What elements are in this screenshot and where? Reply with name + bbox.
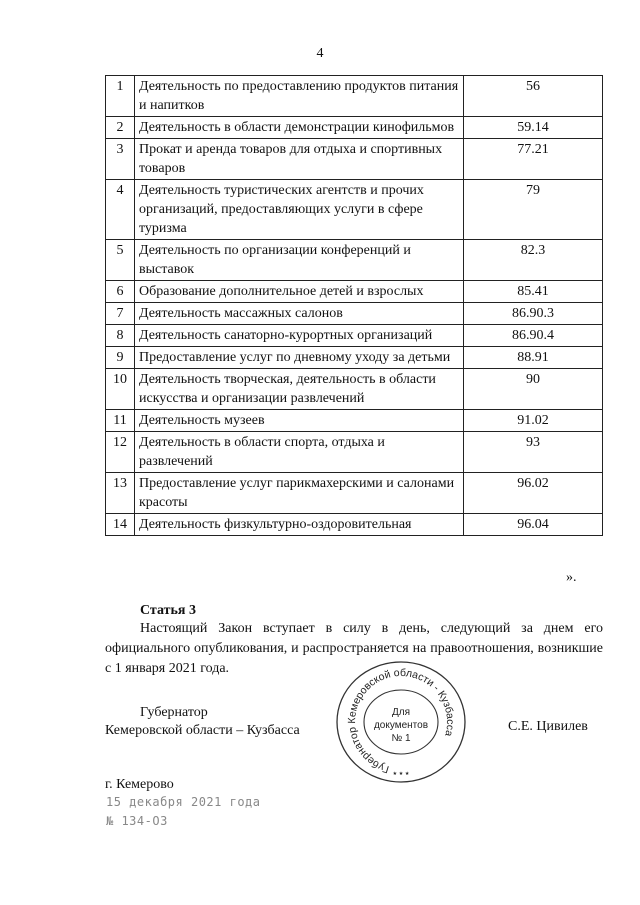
okved-code: 88.91 — [464, 347, 603, 369]
activities-table-body — [106, 76, 603, 536]
okved-code: 93 — [464, 432, 603, 473]
article-text: Настоящий Закон вступает в силу в день, следующий за днем его официального опубликования, и распространяется на правоотношения, возникшие с 1 января 2021 года. — [105, 621, 603, 676]
table-row — [106, 325, 603, 347]
okved-code: 86.90.4 — [464, 325, 603, 347]
activity-name: Деятельность по организации конференций и выставок — [135, 240, 464, 281]
row-number: 13 — [106, 473, 135, 514]
governor-title: Губернатор — [140, 705, 208, 720]
okved-code: 85.41 — [464, 281, 603, 303]
seal-center-line-2: документов — [373, 720, 429, 731]
okved-code: 90 — [464, 369, 603, 410]
activity-name: Деятельность массажных салонов — [135, 303, 464, 325]
row-number: 11 — [106, 410, 135, 432]
signer-name: С.Е. Цивилев — [508, 719, 588, 734]
table-row — [106, 514, 603, 536]
table-row — [106, 473, 603, 514]
signing-date: 15 декабря 2021 года — [106, 795, 261, 809]
activity-name: Образование дополнительное детей и взрослых — [135, 281, 464, 303]
table-row — [106, 281, 603, 303]
table-row — [106, 117, 603, 139]
row-number: 2 — [106, 117, 135, 139]
activity-name: Предоставление услуг по дневному уходу за детьми — [135, 347, 464, 369]
activities-table — [105, 75, 603, 536]
seal-center-line-3: № 1 — [391, 733, 411, 744]
activity-name: Деятельность санаторно-курортных организаций — [135, 325, 464, 347]
okved-code: 96.02 — [464, 473, 603, 514]
activity-name: Деятельность туристических агентств и прочих организаций, предоставляющих услуги в сфере туризма — [135, 180, 464, 240]
row-number: 1 — [106, 76, 135, 117]
seal-stars: ★ ★ ★ — [392, 771, 410, 777]
okved-code: 91.02 — [464, 410, 603, 432]
closing-quote: ». — [566, 570, 577, 585]
article-title: Статья 3 — [140, 603, 196, 618]
row-number: 7 — [106, 303, 135, 325]
row-number: 12 — [106, 432, 135, 473]
table-row — [106, 410, 603, 432]
activity-name: Деятельность по предоставлению продуктов питания и напитков — [135, 76, 464, 117]
okved-code: 77.21 — [464, 139, 603, 180]
okved-code: 56 — [464, 76, 603, 117]
table-row — [106, 432, 603, 473]
row-number: 6 — [106, 281, 135, 303]
seal-center-line-1: Для — [391, 707, 411, 718]
table-row — [106, 240, 603, 281]
activity-name: Деятельность в области демонстрации кинофильмов — [135, 117, 464, 139]
row-number: 8 — [106, 325, 135, 347]
row-number: 4 — [106, 180, 135, 240]
row-number: 14 — [106, 514, 135, 536]
activity-name: Прокат и аренда товаров для отдыха и спортивных товаров — [135, 139, 464, 180]
seal-ring-text: Губернатор Кемеровской области - Кузбасса — [345, 666, 457, 776]
okved-code: 59.14 — [464, 117, 603, 139]
table-row — [106, 76, 603, 117]
table-row — [106, 180, 603, 240]
activity-name: Деятельность музеев — [135, 410, 464, 432]
table-row — [106, 369, 603, 410]
row-number: 5 — [106, 240, 135, 281]
row-number: 10 — [106, 369, 135, 410]
governor-region: Кемеровской области – Кузбасса — [105, 723, 300, 738]
activity-name: Деятельность физкультурно-оздоровительная — [135, 514, 464, 536]
okved-code: 86.90.3 — [464, 303, 603, 325]
okved-code: 79 — [464, 180, 603, 240]
activity-name: Деятельность творческая, деятельность в области искусства и организации развлечений — [135, 369, 464, 410]
law-number: № 134-ОЗ — [106, 814, 168, 828]
page-number: 4 — [316, 46, 324, 61]
row-number: 3 — [106, 139, 135, 180]
table-row — [106, 303, 603, 325]
table-row — [106, 139, 603, 180]
row-number: 9 — [106, 347, 135, 369]
official-seal — [333, 658, 469, 786]
activity-name: Предоставление услуг парикмахерскими и салонами красоты — [135, 473, 464, 514]
okved-code: 82.3 — [464, 240, 603, 281]
city: г. Кемерово — [105, 777, 174, 792]
table-row — [106, 347, 603, 369]
activity-name: Деятельность в области спорта, отдыха и развлечений — [135, 432, 464, 473]
okved-code: 96.04 — [464, 514, 603, 536]
